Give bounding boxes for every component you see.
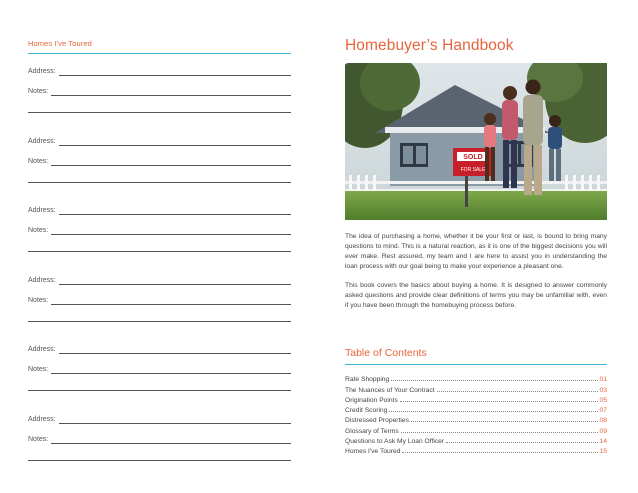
toc-entry-page: 01 xyxy=(599,376,607,384)
address-line[interactable] xyxy=(59,278,291,285)
toc-entry[interactable] xyxy=(345,445,607,455)
notes-label: Notes: xyxy=(28,366,49,374)
home-entry xyxy=(28,205,291,265)
handbook-title: Homebuyer’s Handbook xyxy=(345,37,514,54)
home-entry xyxy=(28,136,291,196)
notes-field[interactable] xyxy=(28,434,291,444)
intro-paragraph-2: This book covers the basics about buying a home. It is designed to answer commonly asked questions and provide clear definitions of terms you may be unfamiliar with, even if you have been through the homebuying process before. xyxy=(345,282,607,309)
address-label: Address: xyxy=(28,137,56,145)
left-page xyxy=(28,0,291,493)
sold-sign-text: SOLD xyxy=(463,154,483,161)
toc-title: Table of Contents xyxy=(345,347,427,359)
right-page xyxy=(345,0,607,493)
toc-entry[interactable] xyxy=(345,373,607,383)
toc-title-rule xyxy=(345,364,607,365)
address-field[interactable] xyxy=(28,205,291,215)
toc-entry-label: Distressed Properties xyxy=(345,417,409,425)
toc-entry[interactable] xyxy=(345,394,607,404)
notes-field[interactable] xyxy=(28,86,291,96)
toc-entry[interactable] xyxy=(345,435,607,445)
toc-entry-label: Rate Shopping xyxy=(345,376,390,384)
family-house-photo xyxy=(345,63,607,220)
toc-entry-label: The Nuances of Your Contract xyxy=(345,386,435,394)
notes-line[interactable] xyxy=(51,228,291,235)
notes-extra-line[interactable] xyxy=(28,390,291,391)
notes-line[interactable] xyxy=(51,89,291,96)
toc-entry-label: Origination Points xyxy=(345,396,398,404)
notes-extra-line[interactable] xyxy=(28,460,291,461)
intro-paragraph-1: The idea of purchasing a home, whether it be your first or last, is bound to bring many questions to mind. This is a natural reaction, as it is one of the biggest decisions you will ever make. Rest assured, my team and I are here to assist you in understanding the loan process with our goal being to make your experience a pleasant one. xyxy=(345,233,607,270)
notes-label: Notes: xyxy=(28,88,49,95)
toc-leader-dots xyxy=(391,380,597,381)
toc-entry-label: Glossary of Terms xyxy=(345,427,399,435)
address-field[interactable] xyxy=(28,344,291,354)
address-label: Address: xyxy=(28,416,56,423)
address-field[interactable] xyxy=(28,66,291,76)
address-line[interactable] xyxy=(59,139,291,146)
home-entry xyxy=(28,414,291,474)
toc-entry-label: Questions to Ask My Loan Officer xyxy=(345,438,445,446)
home-entry xyxy=(28,66,291,126)
toc-entry-page: 15 xyxy=(599,448,607,456)
address-field[interactable] xyxy=(28,136,291,146)
notes-label: Notes: xyxy=(28,227,49,235)
toc-entry-page: 07 xyxy=(599,407,607,415)
notes-extra-line[interactable] xyxy=(28,182,291,183)
toc-entry[interactable] xyxy=(345,424,607,434)
toc-leader-dots xyxy=(411,421,598,422)
notes-line[interactable] xyxy=(51,159,291,166)
left-page-title: Homes I've Toured xyxy=(28,39,92,48)
toc-entry-label: Credit Scoring xyxy=(345,407,388,415)
toc-entry[interactable] xyxy=(345,383,607,393)
toc-leader-dots xyxy=(401,432,598,433)
toc-entry-page: 08 xyxy=(599,417,607,425)
toc-entry-label: Homes I've Toured xyxy=(345,448,401,456)
notes-field[interactable] xyxy=(28,295,291,305)
toc-entry-page: 03 xyxy=(599,386,607,394)
address-label: Address: xyxy=(28,207,56,215)
address-label: Address: xyxy=(28,276,56,284)
notes-label: Notes: xyxy=(28,296,49,304)
address-label: Address: xyxy=(28,346,56,354)
left-title-rule xyxy=(28,53,291,54)
notes-extra-line[interactable] xyxy=(28,112,291,113)
address-field[interactable] xyxy=(28,414,291,424)
address-field[interactable] xyxy=(28,275,291,285)
notes-label: Notes: xyxy=(28,157,49,165)
toc-leader-dots xyxy=(389,411,597,412)
toc-entry[interactable] xyxy=(345,404,607,414)
toc-entry-page: 05 xyxy=(599,396,607,404)
toc-entry[interactable] xyxy=(345,414,607,424)
home-entry xyxy=(28,344,291,404)
address-line[interactable] xyxy=(59,69,291,76)
notes-field[interactable] xyxy=(28,225,291,235)
address-line[interactable] xyxy=(59,347,291,354)
home-entry xyxy=(28,275,291,335)
address-line[interactable] xyxy=(59,208,291,215)
address-label: Address: xyxy=(28,68,56,75)
notes-label: Notes: xyxy=(28,436,49,443)
notes-extra-line[interactable] xyxy=(28,251,291,252)
table-of-contents xyxy=(345,373,607,455)
toc-entry-page: 09 xyxy=(599,427,607,435)
toc-leader-dots xyxy=(400,401,598,402)
notes-field[interactable] xyxy=(28,156,291,166)
notes-line[interactable] xyxy=(51,298,291,305)
toc-leader-dots xyxy=(402,452,597,453)
toc-entry-page: 14 xyxy=(599,438,607,446)
address-line[interactable] xyxy=(59,417,291,424)
notes-field[interactable] xyxy=(28,364,291,374)
for-sale-sign-text: FOR SALE xyxy=(460,167,486,173)
notes-line[interactable] xyxy=(51,367,291,374)
family-in-front-of-house-photo-icon xyxy=(345,63,607,220)
toc-leader-dots xyxy=(437,391,598,392)
notes-line[interactable] xyxy=(51,437,291,444)
intro-text xyxy=(345,232,607,320)
toc-leader-dots xyxy=(446,442,597,443)
notes-extra-line[interactable] xyxy=(28,321,291,322)
